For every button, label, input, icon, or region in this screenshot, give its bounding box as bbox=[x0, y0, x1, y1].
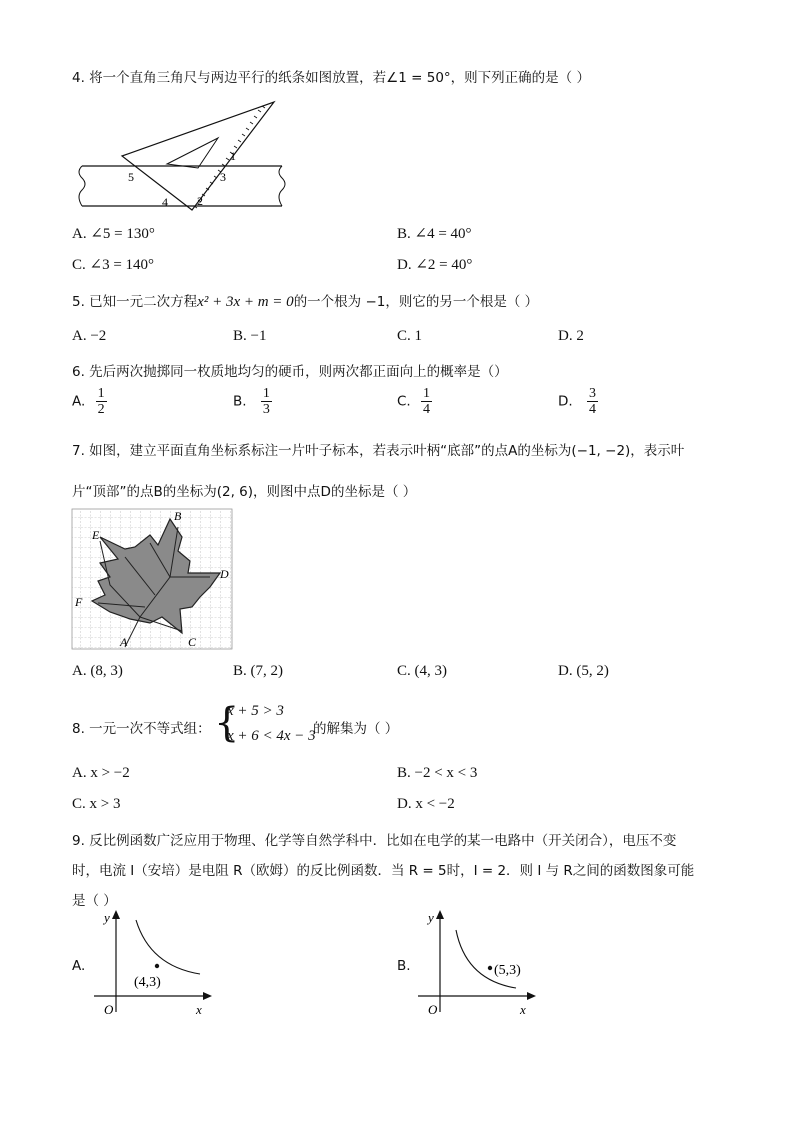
q6-option-a-letter: A. bbox=[72, 393, 86, 410]
q8-inequality-2: x + 6 < 4x − 3 bbox=[227, 728, 316, 744]
graph-a-y-label: y bbox=[104, 910, 110, 925]
q5-option-d: D. 2 bbox=[558, 328, 584, 344]
q6-d-num: 3 bbox=[588, 386, 596, 401]
q8-option-b: B. −2 < x < 3 bbox=[397, 765, 478, 781]
graph-b-origin-label: O bbox=[428, 1002, 438, 1017]
angle-5-label: 5 bbox=[128, 170, 134, 184]
q9-graph-b bbox=[414, 908, 538, 1020]
q6-a-den: 2 bbox=[97, 402, 105, 417]
q4-stem: 4. 将一个直角三角尺与两边平行的纸条如图放置，若∠1 = 50°，则下列正确的是（ ） bbox=[72, 70, 590, 86]
q4-option-a: A. ∠5 = 130° bbox=[72, 226, 155, 242]
q5-option-b: B. −1 bbox=[233, 328, 267, 344]
point-e-label: E bbox=[92, 528, 100, 542]
q9-stem-line1: 9. 反比例函数广泛应用于物理、化学等自然学科中．比如在电学的某一电路中（开关闭合），电压不变 bbox=[72, 833, 677, 849]
q6-option-b bbox=[233, 386, 272, 417]
q8-brace: { bbox=[214, 700, 240, 746]
q6-option-b-letter: B. bbox=[233, 393, 247, 410]
q8-option-a: A. x > −2 bbox=[72, 765, 130, 781]
q6-option-d bbox=[558, 386, 598, 417]
angle-2-label: 2 bbox=[197, 194, 203, 208]
q7-option-b: B. (7, 2) bbox=[233, 663, 283, 679]
angle-1-label: 1 bbox=[230, 149, 236, 163]
q7-option-d: D. (5, 2) bbox=[558, 663, 609, 679]
q7-option-a: A. (8, 3) bbox=[72, 663, 123, 679]
q8-suffix: 的解集为（ ） bbox=[313, 721, 399, 737]
graph-a-point-label: (4,3) bbox=[134, 975, 161, 990]
point-f-label: F bbox=[75, 595, 83, 609]
q5-prefix: 5. 已知一元二次方程 bbox=[72, 294, 198, 310]
graph-b-y-label: y bbox=[428, 910, 434, 925]
q4-option-c: C. ∠3 = 140° bbox=[72, 257, 155, 273]
point-b-label: B bbox=[174, 509, 182, 523]
q7-stem-line2: 片“顶部”的点B的坐标为(2, 6)，则图中点D的坐标是（ ） bbox=[72, 484, 417, 500]
point-a-label: A bbox=[120, 635, 128, 649]
graph-b-point-label: (5,3) bbox=[494, 963, 521, 978]
q6-option-a bbox=[72, 386, 107, 417]
q9-stem-line3: 是（ ） bbox=[72, 893, 117, 909]
q8-prefix: 8. 一元一次不等式组： bbox=[72, 721, 211, 737]
q5-option-a: A. −2 bbox=[72, 328, 107, 344]
q6-b-num: 1 bbox=[262, 386, 270, 401]
graph-b-x-label: x bbox=[520, 1002, 526, 1017]
q8-option-c: C. x > 3 bbox=[72, 796, 121, 812]
q6-d-den: 4 bbox=[588, 402, 596, 417]
q6-b-den: 3 bbox=[262, 402, 270, 417]
q5-suffix: 的一个根为 −1，则它的另一个根是（ ） bbox=[293, 294, 539, 310]
q6-c-num: 1 bbox=[423, 386, 431, 401]
q6-option-d-letter: D. bbox=[558, 393, 573, 410]
q7-leaf-figure bbox=[70, 507, 236, 655]
q5-stem bbox=[72, 290, 538, 311]
q4-option-b: B. ∠4 = 40° bbox=[397, 226, 472, 242]
graph-a-origin-label: O bbox=[104, 1002, 114, 1017]
graph-a-x-label: x bbox=[196, 1002, 202, 1017]
q7-option-c: C. (4, 3) bbox=[397, 663, 447, 679]
q9-option-a-letter: A. bbox=[72, 958, 86, 974]
q4-figure-ruler-strip bbox=[70, 98, 300, 213]
q6-option-c-letter: C. bbox=[397, 393, 411, 410]
q7-stem-line1: 7. 如图，建立平面直角坐标系标注一片叶子标本，若表示叶柄“底部”的点A的坐标为(−1, −2)，表示叶 bbox=[72, 443, 685, 459]
q9-stem-line2: 时，电流 I（安培）是电阻 R（欧姆）的反比例函数．当 R = 5时，I = 2．则 I 与 R之间的函数图象可能 bbox=[72, 863, 695, 879]
q6-option-c bbox=[397, 386, 432, 417]
q5-equation: x² + 3x + m = 0 bbox=[197, 294, 294, 310]
q8-inequality-1: x + 5 > 3 bbox=[227, 703, 284, 719]
q9-option-b-letter: B. bbox=[397, 958, 411, 974]
q5-option-c: C. 1 bbox=[397, 328, 423, 344]
q6-stem: 6. 先后两次抛掷同一枚质地均匀的硬币，则两次都正面向上的概率是（） bbox=[72, 364, 508, 380]
q8-option-d: D. x < −2 bbox=[397, 796, 455, 812]
angle-3-label: 3 bbox=[220, 170, 226, 184]
point-c-label: C bbox=[188, 635, 197, 649]
q6-c-den: 4 bbox=[423, 402, 431, 417]
q6-a-num: 1 bbox=[97, 386, 105, 401]
angle-4-label: 4 bbox=[162, 195, 168, 209]
point-d-label: D bbox=[220, 567, 229, 581]
q9-graph-a bbox=[90, 908, 214, 1020]
q4-option-d: D. ∠2 = 40° bbox=[397, 257, 473, 273]
